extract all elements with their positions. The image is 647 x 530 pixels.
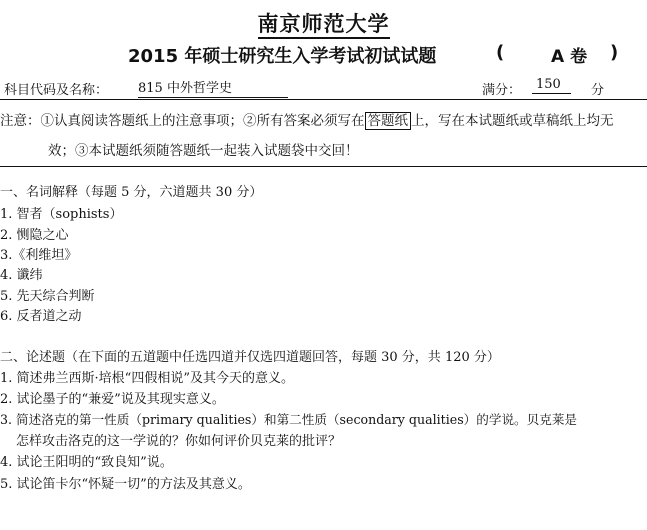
subject-value: 815 中外哲学史 (138, 77, 288, 98)
section-2-item: 1. 简述弗兰西斯·培根“四假相说”及其今天的意义。 (0, 371, 294, 386)
section-2-item-continuation: 怎样攻击洛克的这一学说的？你如何评价贝克莱的批评？ (16, 434, 342, 449)
section-2-item: 5. 试论笛卡尔“怀疑一切”的方法及其意义。 (0, 477, 251, 492)
section-2-item: 2. 试论墨子的“兼爱”说及其现实意义。 (0, 392, 225, 407)
score-unit: 分 (591, 83, 605, 98)
section-2-item: 4. 试论王阳明的“致良知”说。 (0, 455, 173, 470)
subject-label: 科目代码及名称： (4, 83, 109, 98)
volume-paren-close: ) (610, 42, 619, 63)
divider-top (0, 99, 647, 100)
section-1-item: 1. 智者（sophists） (0, 207, 123, 222)
exam-title: 2015 年硕士研究生入学考试初试试题 (128, 46, 437, 67)
score-value: 150 (532, 77, 571, 94)
section-1-item: 4. 谶纬 (0, 268, 43, 283)
section-1-item: 3.《利维坦》 (0, 248, 78, 263)
volume-label: A 卷 (551, 47, 588, 67)
section-1-item: 5. 先天综合判断 (0, 289, 95, 304)
section-2-item: 3. 简述洛克的第一性质（primary qualities）和第二性质（secondary qualities）的学说。贝克莱是 (0, 412, 578, 427)
section-2-title: 二、论述题（在下面的五道题中任选四道并仅选四道题回答，每题 30 分，共 120 分） (0, 350, 500, 365)
section-1-title: 一、名词解释（每题 5 分，六道题共 30 分） (0, 185, 263, 200)
section-1-item: 2. 恻隐之心 (0, 228, 69, 243)
volume-paren-open: ( (496, 42, 505, 63)
score-label: 满分： (482, 83, 522, 98)
notice-line-2: 效；③本试题纸须随答题纸一起装入试题袋中交回！ (48, 143, 359, 159)
university-name: 南京师范大学 (0, 8, 647, 38)
answer-sheet-boxed: 答题纸 (365, 112, 412, 130)
notice-line-1: 注意：①认真阅读答题纸上的注意事项；②所有答案必须写在 答题纸 上，写在本试题纸或草稿纸上均无 (0, 113, 614, 129)
divider-bottom (0, 166, 647, 167)
section-1-item: 6. 反者道之动 (0, 309, 82, 324)
